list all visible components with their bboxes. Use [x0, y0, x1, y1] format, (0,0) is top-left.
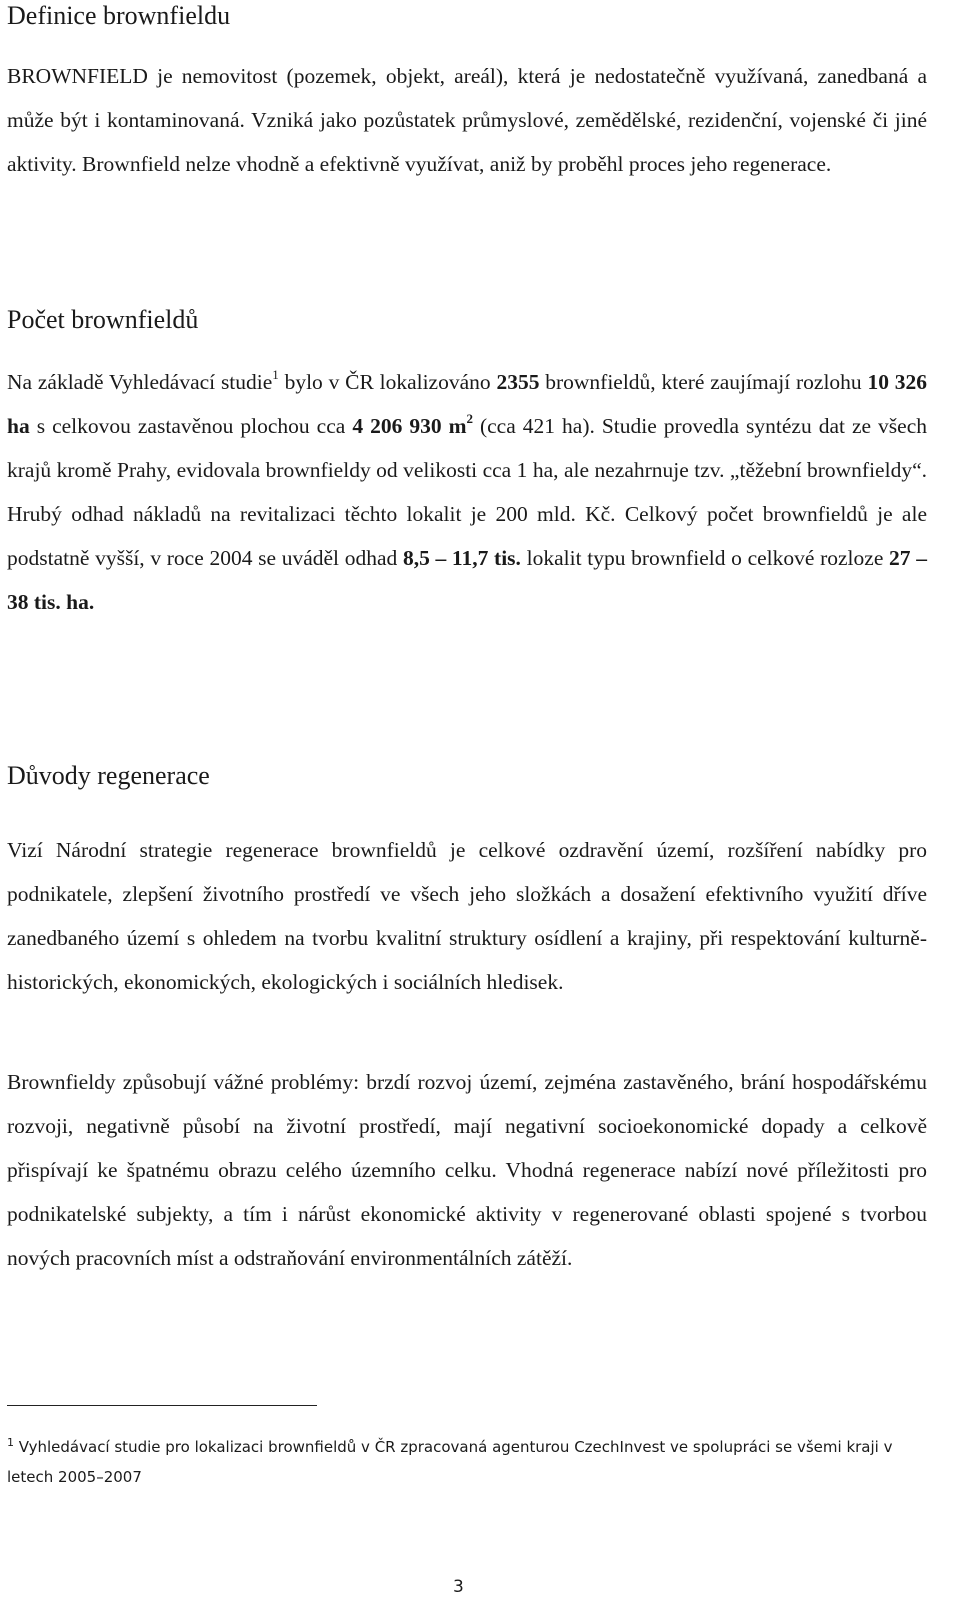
- footnote: [7, 1432, 927, 1492]
- bold-count: 2355: [496, 370, 540, 394]
- page-number: 3: [453, 1577, 464, 1597]
- text-segment: s celkovou zastavěnou plochou cca: [29, 414, 353, 438]
- footnote-separator: [7, 1405, 317, 1406]
- heading-count: Počet brownfieldů: [7, 305, 199, 334]
- paragraph-count: [7, 360, 927, 624]
- footnote-reference: 1: [272, 367, 279, 382]
- text-segment: brownfieldů, které zaujímají rozlohu: [539, 370, 868, 394]
- footnote-number: 1: [7, 1436, 14, 1449]
- text-segment: lokalit typu brownfield o celkové rozloze: [520, 546, 890, 570]
- paragraph-reasons-vision: Vizí Národní strategie regenerace brownfieldů je celkové ozdravění území, rozšíření nabídky pro podnikatele, zlepšení životního prostředí ve všech jeho složkách a dosažení efektivního využití dříve zanedbaného území s ohledem na tvorbu kvalitní struktury osídlení a krajiny, při respektování kulturně-historických, ekonomických, ekologických i sociálních hledisek.: [7, 838, 927, 994]
- bold-estimate: 8,5 – 11,7 tis.: [402, 546, 521, 570]
- footnote-text: Vyhledávací studie pro lokalizaci brownfieldů v ČR zpracovaná agenturou CzechInvest ve spolupráci se všemi kraji v letech 2005–2007: [7, 1438, 893, 1486]
- paragraph-definition: BROWNFIELD je nemovitost (pozemek, objekt, areál), která je nedostatečně využívaná, zanedbaná a může být i kontaminovaná. Vzniká jako pozůstatek průmyslové, zemědělské, rezidenční, vojenské či jiné aktivity. Brownfield nelze vhodně a efektivně využívat, aniž by proběhl proces jeho regenerace.: [7, 64, 927, 176]
- text-segment: bylo v ČR lokalizováno: [278, 370, 497, 394]
- heading-definition: Definice brownfieldu: [7, 1, 231, 30]
- paragraph-reasons-problems: Brownfieldy způsobují vážné problémy: brzdí rozvoj území, zejména zastavěného, brání hospodářskému rozvoji, negativně působí na životní prostředí, mají negativní socioekonomické dopady a celkově přispívají ke špatnému obrazu celého územního celku. Vhodná regenerace nabízí nové příležitosti pro podnikatelské subjekty, a tím i nárůst ekonomické aktivity v regenerované oblasti spojené s tvorbou nových pracovních míst a odstraňování environmentálních zátěží.: [7, 1070, 927, 1270]
- text-segment: Na základě Vyhledávací studie: [7, 370, 273, 394]
- heading-reasons: Důvody regenerace: [7, 761, 210, 790]
- bold-total-area: 27 – 38 tis. ha.: [7, 546, 927, 614]
- bold-area: 10 326 ha: [7, 370, 928, 438]
- text-segment: (cca 421 ha). Studie provedla syntézu dat ze všech krajů kromě Prahy, evidovala brownfieldy od velikosti cca 1 ha, ale nezahrnuje tzv. „těžební brownfieldy“. Hrubý odhad nákladů na revitalizaci těchto lokalit je 200 mld. Kč. Celkový počet brownfieldů je ale podstatně vyšší, v roce 2004 se uváděl odhad: [7, 414, 927, 570]
- bold-built-area: 4 206 930 $m^2$: [352, 411, 473, 438]
